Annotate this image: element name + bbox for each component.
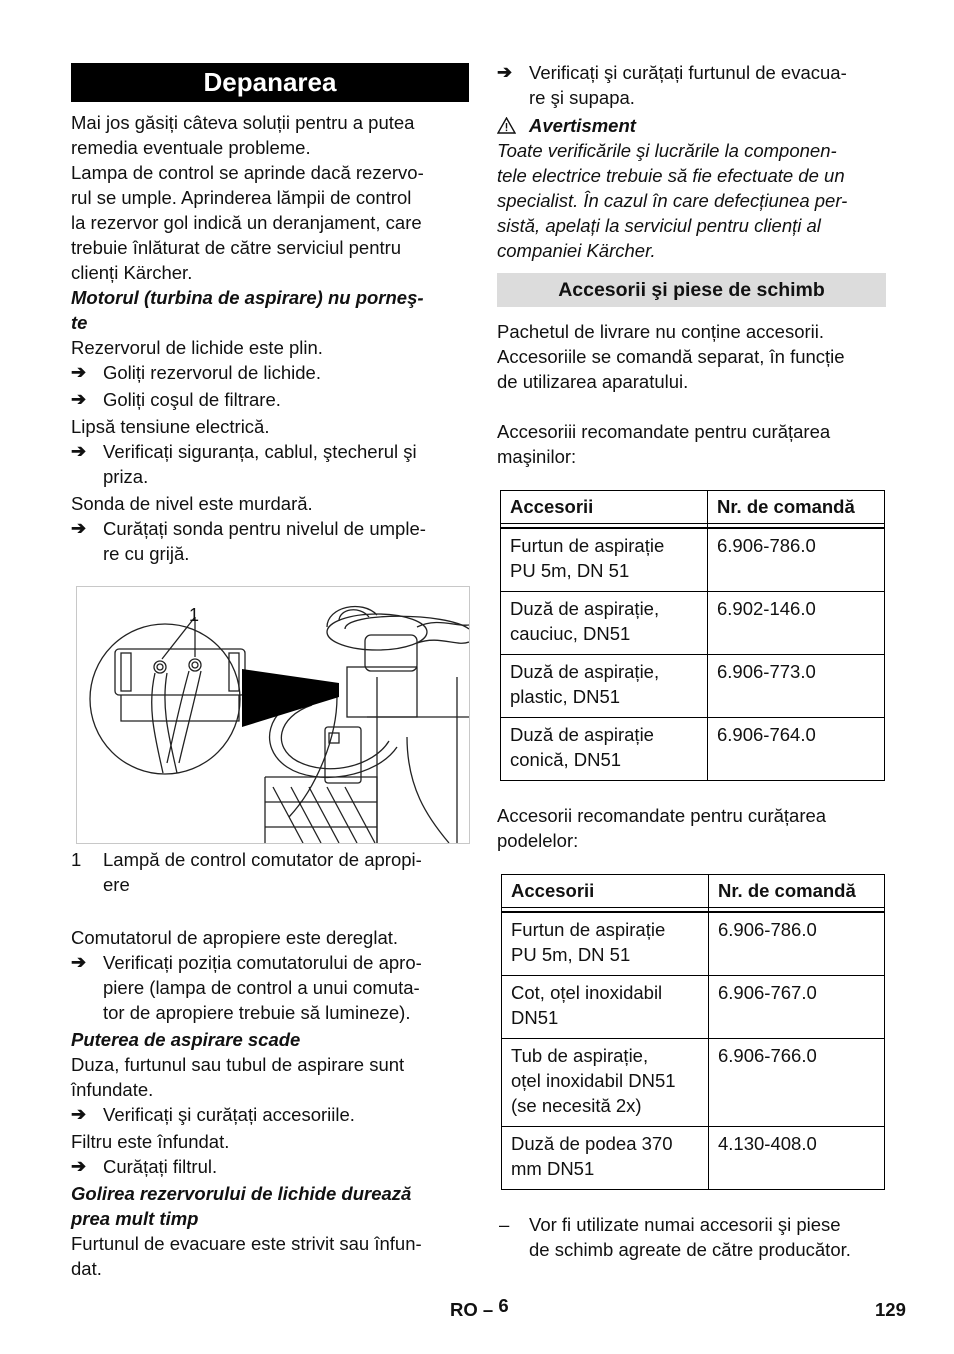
table-cell: Furtun de aspirație PU 5m, DN 51: [502, 912, 709, 976]
table-cell: Tub de aspirație, oțel inoxidabil DN51 (se necesită 2x): [502, 1039, 709, 1127]
table-cell: 6.902-146.0: [708, 592, 885, 655]
table-cell: Duză de aspirație, cauciuc, DN51: [501, 592, 708, 655]
action-clean-probe: ➔ Curățați sonda pentru nivelul de umple- re cu grijă.: [71, 518, 426, 564]
column-header: Nr. de comandă: [708, 491, 885, 524]
approved-parts-note: – Vor fi utilizate numai accesorii şi piese de schimb agreate de către producător.: [499, 1214, 851, 1260]
figure-caption: 1 Lampă de control comutator de apropi- ere: [71, 849, 422, 895]
table-row: [501, 528, 885, 592]
warning-triangle-icon: [497, 117, 516, 134]
symptom-probe-dirty: Sonda de nivel este murdară.: [71, 493, 313, 514]
intro-text: Mai jos găsiți câteva soluții pentru a putea remedia eventuale probleme. Lampa de control se aprinde dacă rezervo- rul se umple. Aprinderea lămpii de control la rezervor gol indică un deranjament, care trebuie înlăturat de către serviciul pentru clienți Kärcher.: [71, 112, 424, 283]
page-title: Depanarea: [71, 63, 469, 102]
arrow-icon: ➔: [71, 1104, 87, 1124]
table-row: [501, 655, 885, 718]
vacuum-device-drawing: [77, 587, 469, 843]
arrow-icon: ➔: [71, 362, 87, 382]
action-empty-tank: ➔ Goliți rezervorul de lichide.: [71, 362, 321, 383]
accessories-table-machines: [500, 490, 885, 781]
symptom-no-power: Lipsă tensiune electrică.: [71, 416, 270, 437]
action-clean-accessories: ➔ Verificați şi curățați accesoriile.: [71, 1104, 355, 1125]
heading-suction-power: Puterea de aspirare scade: [71, 1029, 301, 1050]
table-row: [501, 592, 885, 655]
section-heading-accessories: Accesorii şi piese de schimb: [497, 273, 886, 307]
action-clean-filter: ➔ Curățați filtrul.: [71, 1156, 218, 1177]
heading-draining: Golirea rezervorului de lichide durează prea mult timp: [71, 1183, 412, 1229]
symptom-tank-full: Rezervorul de lichide este plin.: [71, 337, 323, 358]
table-row: [501, 718, 885, 781]
table-header-row: [502, 875, 885, 908]
footer-language-page: RO – 6: [450, 1295, 509, 1320]
table-row: [502, 976, 885, 1039]
symptom-filter-clogged: Filtru este înfundat.: [71, 1131, 230, 1152]
table-header-row: [501, 491, 885, 524]
delivery-note: Pachetul de livrare nu conține accesorii. Accesoriile se comandă separat, în funcție de utilizarea aparatului.: [497, 321, 845, 392]
floor-accessories-intro: Accesorii recomandate pentru curățarea podelelor:: [497, 805, 827, 851]
action-check-fuse: ➔ Verificați siguranța, cablul, ştecherul şi priza.: [71, 441, 417, 487]
symptom-drain-hose: Furtunul de evacuare este strivit sau înfun- dat.: [71, 1233, 422, 1279]
table-row: [502, 1127, 885, 1190]
table-cell: 6.906-767.0: [709, 976, 885, 1039]
table-cell: Duză de aspirație, plastic, DN51: [501, 655, 708, 718]
callout-number: 1: [189, 605, 200, 625]
arrow-icon: ➔: [497, 62, 513, 82]
table-cell: 6.906-786.0: [709, 912, 885, 976]
warning-text: Toate verificările şi lucrările la componen- tele electrice trebuie să fie efectuate de un specialist. În cazul în care defecțiunea per- sistă, apelați la serviciul pentru clienți al companiei Kärcher.: [497, 140, 848, 261]
machines-accessories-intro: Accesoriii recomandate pentru curățarea maşinilor:: [497, 421, 831, 467]
column-header: Nr. de comandă: [709, 875, 885, 908]
table-cell: 4.130-408.0: [709, 1127, 885, 1190]
left-column: [71, 63, 469, 1281]
heading-motor: Motorul (turbina de aspirare) nu porneş- te: [71, 287, 424, 333]
action-check-switch: ➔ Verificați poziția comutatorului de apro- piere (lampa de control a unui comuta- tor de apropiere trebuie să lumineze).: [71, 952, 422, 1023]
table-cell: 6.906-764.0: [708, 718, 885, 781]
action-check-drain-hose: ➔ Verificați şi curățați furtunul de evacua- re şi supapa.: [497, 62, 847, 108]
table-cell: Furtun de aspirație PU 5m, DN 51: [501, 528, 708, 592]
table-cell: 6.906-773.0: [708, 655, 885, 718]
symptom-clogged: Duza, furtunul sau tubul de aspirare sunt înfundate.: [71, 1054, 405, 1100]
table-row: [502, 912, 885, 976]
arrow-icon: ➔: [71, 389, 87, 409]
accessories-table-floors: [501, 874, 885, 1190]
device-illustration: [76, 586, 470, 844]
arrow-icon: ➔: [71, 952, 87, 972]
right-column: [497, 60, 886, 1262]
arrow-icon: ➔: [71, 1156, 87, 1176]
table-cell: Cot, oțel inoxidabil DN51: [502, 976, 709, 1039]
column-header: Accesorii: [502, 875, 709, 908]
table-cell: Duză de aspirație conică, DN51: [501, 718, 708, 781]
table-cell: Duză de podea 370 mm DN51: [502, 1127, 709, 1190]
table-row: [502, 1039, 885, 1127]
dash-bullet: –: [499, 1214, 510, 1235]
action-empty-basket: ➔ Goliți coşul de filtrare.: [71, 389, 281, 410]
arrow-icon: ➔: [71, 441, 87, 461]
table-cell: 6.906-766.0: [709, 1039, 885, 1127]
page-number: 129: [875, 1299, 906, 1320]
caption-number: 1: [71, 849, 82, 870]
table-cell: 6.906-786.0: [708, 528, 885, 592]
arrow-icon: ➔: [71, 518, 87, 538]
symptom-proximity-switch: Comutatorul de apropiere este dereglat.: [71, 927, 399, 948]
column-header: Accesorii: [501, 491, 708, 524]
warning-title: Avertisment: [497, 113, 886, 138]
